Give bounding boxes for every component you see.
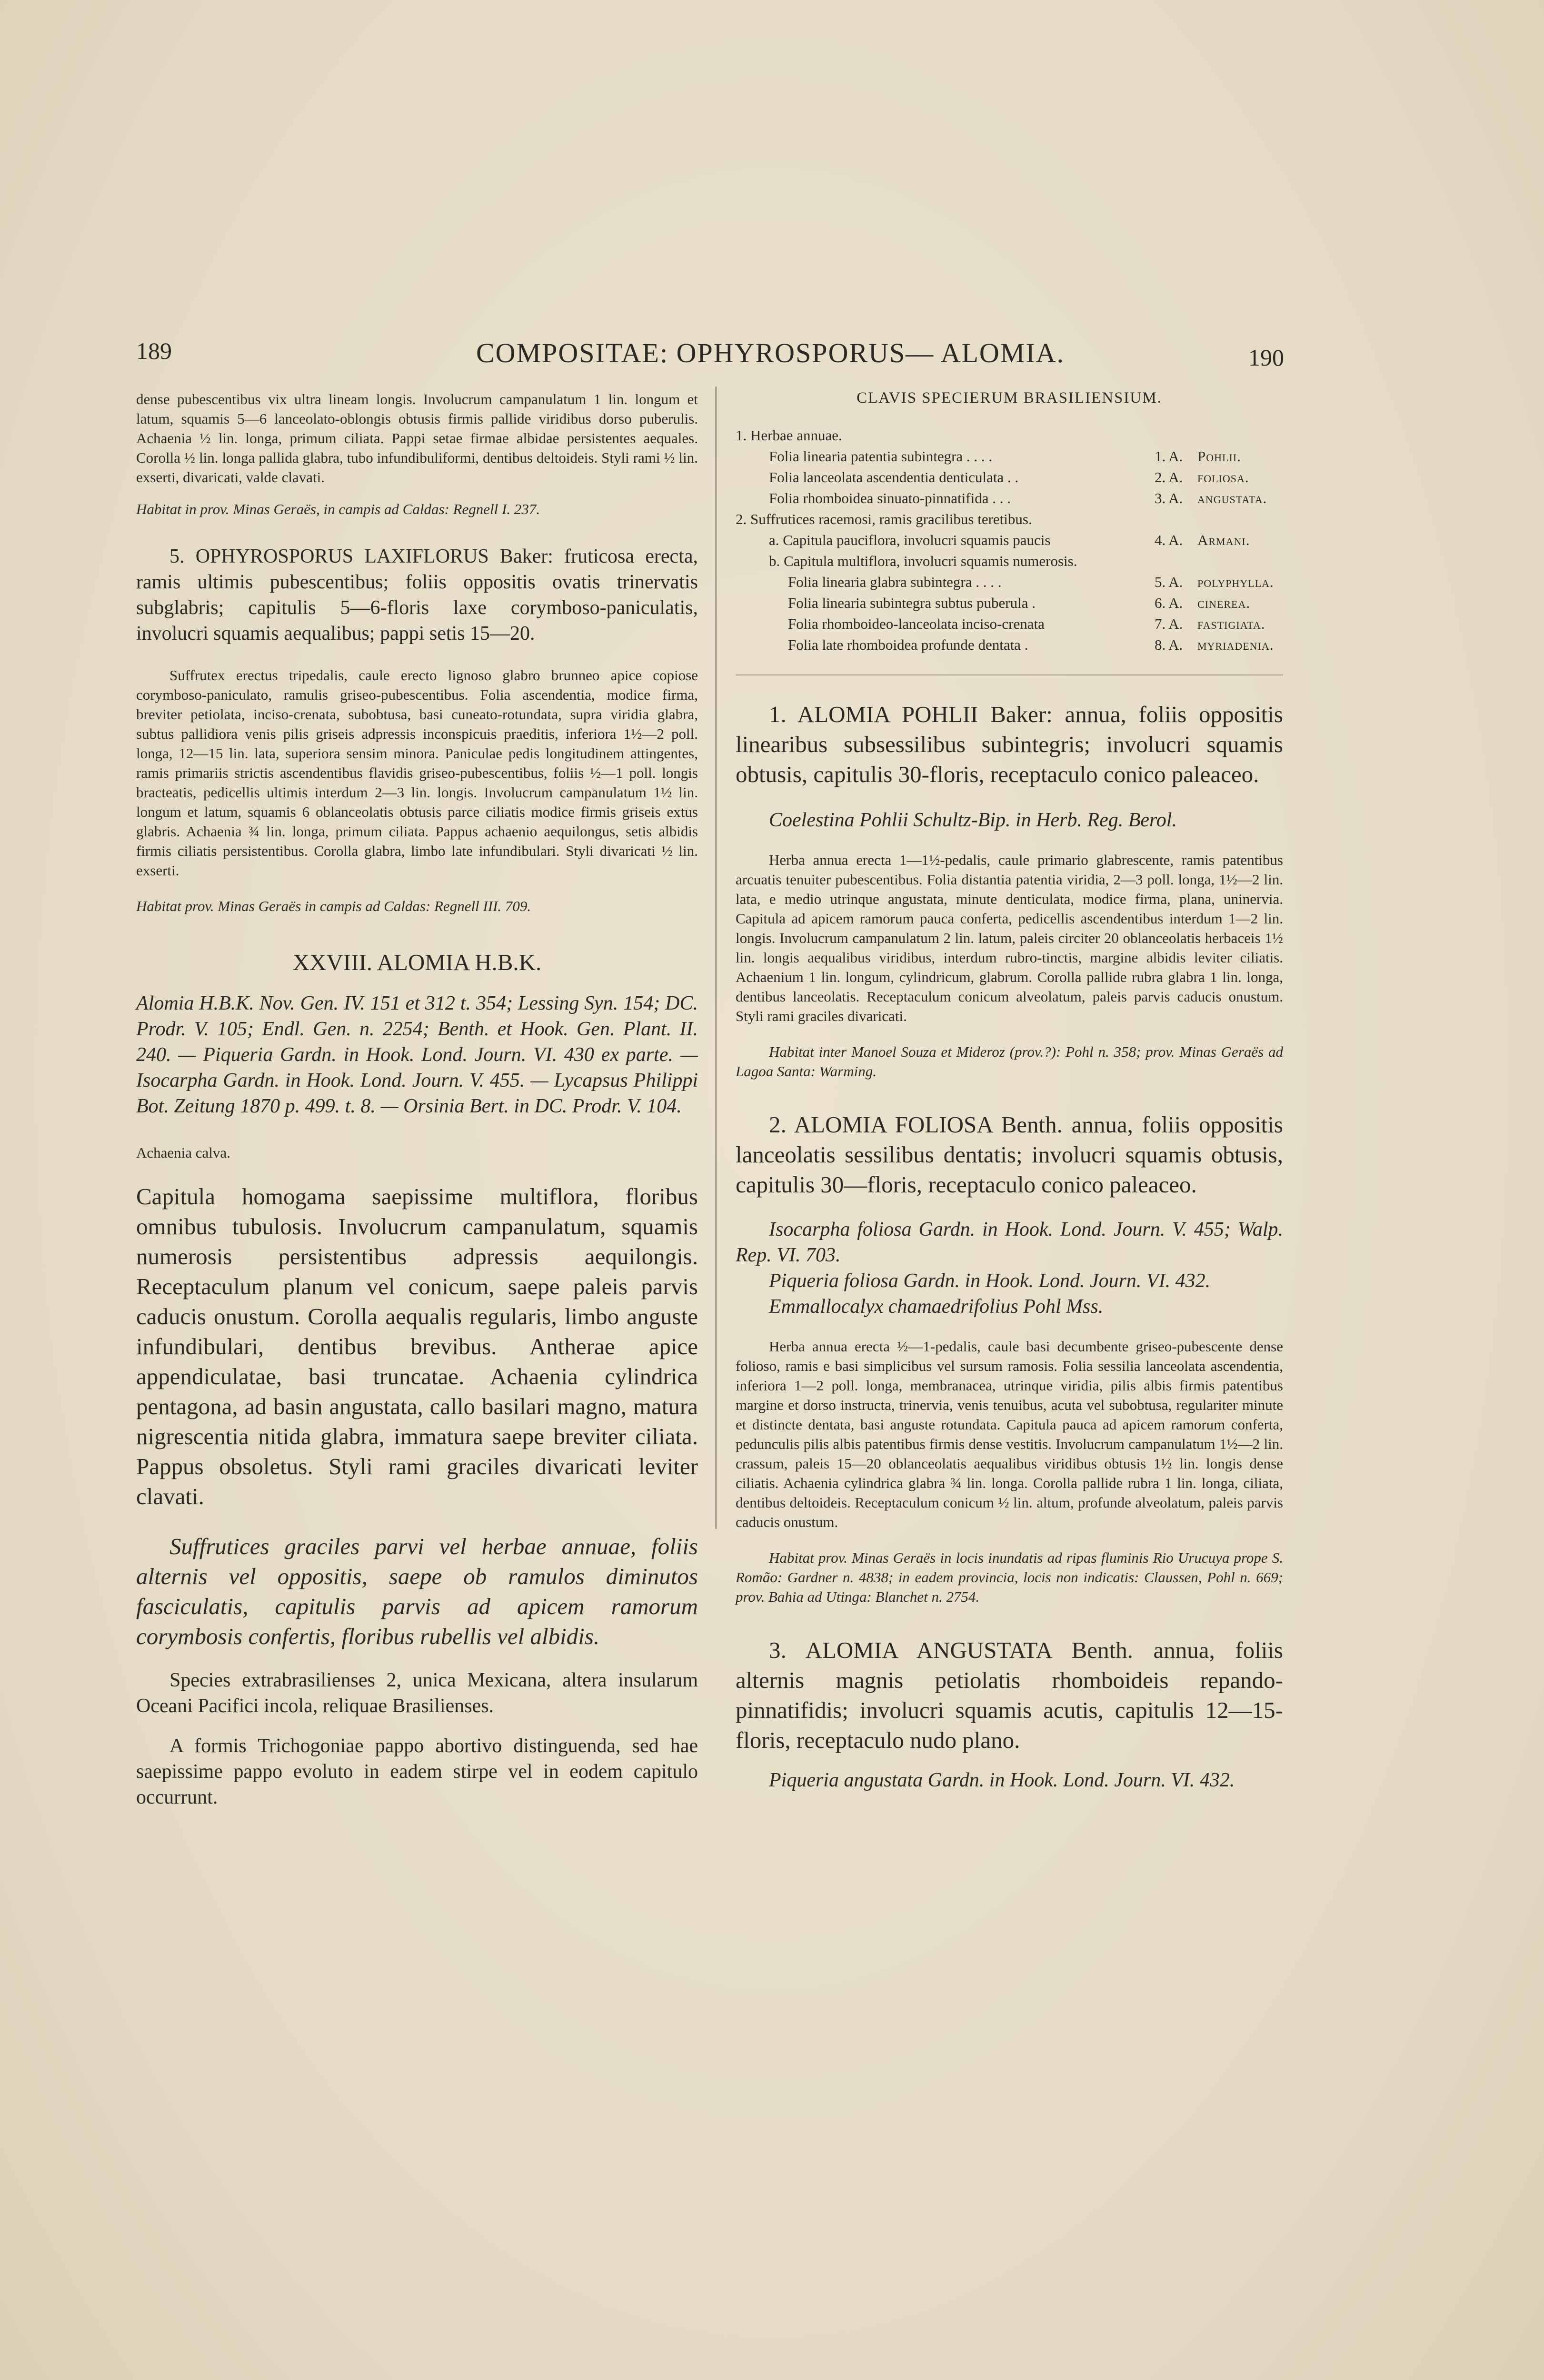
species-3-heading: 3. ALOMIA ANGUSTATA Benth.	[769, 1637, 1133, 1663]
species-1-description: Herba annua erecta 1—1½-pedalis, caule primario glabrescente, ramis patentibus arcuatis tenuiter pubescentibus. Folia distantia patentia viridia, 2—3 poll. longa, 1½—2 lin. lata, e medio utrinque angustata, minute denticulata, modice firma, plana, uninervia. Capitula ad apicem ramorum pauca conferta, pedicellis ascendentibus interdum 1—2 lin. longis. Involucrum campanulatum 2 lin. latum, paleis circiter 20 oblanceolatis herbaceis 1½ lin. longis aequalibus viridibus, interdum rubro-tinctis, margine albidis leviter ciliatis. Achaenium 1 lin. longum, cylindricum, glabrum. Corolla pallide rubra glabra 1 lin. longa, dentibus lanceolatis. Receptaculum conicum alveolatum, paleis parvis caducis onustum. Styli rami graciles divaricati.	[736, 852, 1283, 1024]
key-row-species: fastigiata.	[1197, 615, 1265, 632]
key-row-label: Folia rhomboidea sinuato-pinnatifida . . .	[769, 490, 1011, 506]
species-key	[736, 425, 1283, 655]
habitat-note: Habitat in prov. Minas Geraës, in campis ad Caldas: Regnell I. 237.	[136, 501, 540, 517]
key-row-number: 4. A.	[1155, 532, 1183, 548]
species-1-heading: 1. ALOMIA POHLII Baker:	[769, 701, 1053, 727]
key-row	[736, 446, 1283, 467]
key-row-label: 1. Herbae annuae.	[736, 427, 842, 444]
key-row-number: 2. A.	[1155, 469, 1183, 486]
key-row-label: Folia linearia subintegra subtus puberula .	[788, 595, 1036, 611]
key-row-species	[1197, 509, 1283, 530]
key-row	[736, 635, 1283, 655]
key-row	[736, 425, 1283, 446]
key-row-label: Folia linearia glabra subintegra . . . .	[788, 574, 1002, 590]
key-row	[736, 572, 1283, 593]
species-2-synonym-2: Piqueria foliosa Gardn. in Hook. Lond. Journ. VI. 432.	[769, 1270, 1211, 1292]
running-head	[0, 337, 1544, 375]
section-separator	[736, 674, 1283, 675]
key-title: CLAVIS SPECIERUM BRASILIENSIUM.	[857, 389, 1162, 407]
key-row-number	[1155, 551, 1197, 572]
key-row-number	[1155, 509, 1197, 530]
species-5-heading: 5. OPHYROSPORUS LAXIFLORUS Baker:	[169, 545, 553, 567]
key-row-number: 1. A.	[1155, 448, 1183, 465]
species-1-diagnosis	[736, 699, 1283, 789]
key-row-label: Folia linearia patentia subintegra . . . .	[769, 448, 993, 465]
species-3-synonym: Piqueria angustata Gardn. in Hook. Lond. Journ. VI. 432.	[769, 1769, 1235, 1791]
key-row-species: angustata.	[1197, 490, 1267, 506]
species-3-diagnosis	[736, 1635, 1283, 1755]
genus-habit: Suffrutices graciles parvi vel herbae annuae, foliis alternis vel oppositis, saepe ob ramulos diminutos fasciculatis, capitulis parvis ad apicem ramorum corymbosis confertis, floribus rubellis vel albidis.	[136, 1533, 698, 1649]
achaenia-calva: Achaenia calva.	[136, 1144, 230, 1161]
key-row	[736, 488, 1283, 509]
genus-synonymy: Alomia H.B.K. Nov. Gen. IV. 151 et 312 t. 354; Lessing Syn. 154; DC. Prodr. V. 105; Endl. Gen. n. 2254; Benth. et Hook. Gen. Plant. II. 240. — Piqueria Gardn. in Hook. Lond. Journ. VI. 430 ex parte. — Isocarpha Gardn. in Hook. Lond. Journ. V. 455. — Lycapsus Philippi Bot. Zeitung 1870 p. 499. t. 8. — Orsinia Bert. in DC. Prodr. V. 104.	[136, 992, 698, 1117]
species-5-diagnosis	[136, 544, 698, 646]
genus-title: XXVIII. ALOMIA H.B.K.	[292, 949, 542, 975]
key-row	[736, 509, 1283, 530]
page-number-left: 189	[136, 337, 172, 364]
species-2-description: Herba annua erecta ½—1-pedalis, caule basi decumbente griseo-pubescente dense folioso, ramis e basi simplicibus vel sursum ramosis. Folia sessilia lanceolata ascendentia, inferiora 1—2 poll. longa, membranacea, utrinque viridia, pilis albis firmis patentibus margine et dorso instructa, trinervia, venis tenuibus, acuta vel subobtusa, regulariter minute et distincte dentata, basi anguste rotundata. Capitula pauca ad apicem ramorum conferta, pedunculis pilis albis patentibus firmis dense vestitis. Involucrum campanulatum 1½—2 lin. crassum, paleis 15—20 oblanceolatis aequalibus viridibus obtusis 1½ lin. longis dense ciliatis. Achaenia cylindrica glabra ¾ lin. longa. Corolla pallide rubra 1 lin. longa, ciliata, dentibus deltoideis. Receptaculum conicum ½ lin. altum, profunde alveolatum, paleis parvis caducis onustum.	[736, 1338, 1283, 1530]
species-1-synonym: Coelestina Pohlii Schultz-Bip. in Herb. Reg. Berol.	[769, 809, 1177, 831]
key-row-number: 5. A.	[1155, 574, 1183, 590]
key-row-label: Folia lanceolata ascendentia denticulata . .	[769, 469, 1019, 486]
species-5-diagnosis-text: fruticosa erecta, ramis ultimis pubescentibus; foliis oppositis ovatis trinervatis subglabris; capitulis 5—6-floris laxe corymboso-paniculatis, involucri squamis aequalibus; pappi setis 15—20.	[136, 545, 698, 645]
running-title: COMPOSITAE: OPHYROSPORUS— ALOMIA.	[476, 337, 1065, 368]
key-row	[736, 551, 1283, 572]
key-row-number: 8. A.	[1155, 636, 1183, 653]
species-distribution-note: Species extrabrasilienses 2, unica Mexicana, altera insularum Oceani Pacifici incola, reliquae Brasilienses.	[136, 1669, 698, 1717]
key-row-number: 6. A.	[1155, 595, 1183, 611]
species-2-synonym-1: Isocarpha foliosa Gardn. in Hook. Lond. Journ. V. 455; Walp. Rep. VI. 703.	[736, 1219, 1283, 1266]
key-row-species: polyphylla.	[1197, 574, 1274, 590]
species-2-habitat: Habitat prov. Minas Geraës in locis inundatis ad ripas fluminis Rio Urucuya prope S. Romão: Gardner n. 4838; in eadem provincia, locis non indicatis: Claussen, Pohl n. 669; prov. Bahia ad Utinga: Blanchet n. 2754.	[736, 1549, 1283, 1605]
species-1-diagnosis-text: annua, foliis oppositis linearibus subsessilibus subintegris; involucri squamis obtusis, capitulis 30-floris, receptaculo conico paleaceo.	[736, 701, 1283, 787]
key-row-label: Folia rhomboideo-lanceolata inciso-crenata	[788, 615, 1045, 632]
genus-description: Capitula homogama saepissime multiflora, floribus omnibus tubulosis. Involucrum campanulatum, squamis numerosis persistentibus adpressis aequilongis. Receptaculum planum vel conicum, saepe paleis parvis caducis onustum. Corolla aequalis regularis, limbo anguste infundibulari, dentibus brevibus. Antherae apice appendiculatae, basi truncatae. Achaenia cylindrica pentagona, ad basin angustata, callo basilari magno, matura nigrescentia nitida glabra, immatura saepe breviter ciliata. Pappus obsoletus. Styli rami graciles divaricati leviter clavati.	[136, 1183, 698, 1509]
key-row-species	[1197, 551, 1283, 572]
key-row-label: b. Capitula multiflora, involucri squamis numerosis.	[769, 553, 1077, 569]
key-row	[736, 593, 1283, 614]
key-row-species: myriadenia.	[1197, 636, 1274, 653]
key-row-label: 2. Suffrutices racemosi, ramis gracilibus teretibus.	[736, 511, 1032, 527]
continued-description: dense pubescentibus vix ultra lineam longis. Involucrum campanulatum 1 lin. longum et latum, squamis 5—6 lanceolato-oblongis obtusis firmis pallide viridibus dorso puberulis. Achaenia ½ lin. longa, primum ciliata. Pappi setae firmae albidae persistentes aequales. Corolla ½ lin. longa pallida glabra, tubo infundibuliformi, dentibus deltoideis. Styli rami ½ lin. exserti, divaricati, valde clavati.	[136, 391, 698, 486]
column-divider	[715, 387, 718, 1529]
species-1-habitat: Habitat inter Manoel Souza et Mideroz (prov.?): Pohl n. 358; prov. Minas Geraës ad Lagoa Santa: Warming.	[736, 1043, 1283, 1080]
right-column	[736, 389, 1283, 1793]
key-row-species: cinerea.	[1197, 595, 1251, 611]
key-row-label: a. Capitula pauciflora, involucri squamis paucis	[769, 532, 1051, 548]
key-row	[736, 467, 1283, 488]
species-2-heading: 2. ALOMIA FOLIOSA Benth.	[769, 1111, 1063, 1138]
key-row-species	[1197, 425, 1283, 446]
key-row-label: Folia late rhomboidea profunde dentata .	[788, 636, 1028, 653]
page-number-right: 190	[1248, 344, 1284, 371]
key-row-number: 3. A.	[1155, 490, 1183, 506]
species-2-diagnosis-text: annua, foliis oppositis lanceolatis sessilibus dentatis; involucri squamis obtusis, capitulis 30—floris, receptaculo conico paleaceo.	[736, 1111, 1283, 1198]
species-5-habitat: Habitat prov. Minas Geraës in campis ad Caldas: Regnell III. 709.	[136, 898, 531, 914]
key-row-number	[1155, 425, 1197, 446]
key-row	[736, 614, 1283, 635]
pappus-note: A formis Trichogoniae pappo abortivo distinguenda, sed hae saepissime pappo evoluto in eadem stirpe vel in eodem capitulo occurrunt.	[136, 1735, 698, 1808]
key-row-number: 7. A.	[1155, 615, 1183, 632]
left-column	[136, 389, 698, 1810]
key-row-species: foliosa.	[1197, 469, 1249, 486]
species-3-diagnosis-text: annua, foliis alternis magnis petiolatis rhomboideis repando-pinnatifidis; involucri squamis acutis, capitulis 12—15-floris, receptaculo nudo plano.	[736, 1637, 1283, 1753]
key-row-species: Pohlii.	[1197, 448, 1241, 465]
species-2-diagnosis	[736, 1110, 1283, 1200]
species-5-description: Suffrutex erectus tripedalis, caule erecto lignoso glabro brunneo apice copiose corymboso-paniculato, ramulis griseo-pubescentibus. Folia ascendentia, modice firma, breviter petiolata, inciso-crenata, subobtusa, basi cuneato-rotundata, supra viridia glabra, subtus pallidiora venis pilis griseis adpressis inconspicuis praeditis, inferiora 1½—2 poll. longa, 12—15 lin. lata, superiora sensim minora. Paniculae pedis longitudinem attingentes, ramis primariis strictis ascendentibus flavidis griseo-pubescentibus, foliis ½—1 poll. longis bracteatis, pedicellis ultimis interdum 2—3 lin. longis. Involucrum campanulatum 1½ lin. longum et latum, squamis 6 oblanceolatis obtusis parce ciliatis modice firmis griseis extus glabris. Achaenia ¾ lin. longa, primum ciliata. Pappus achaenio aequilongus, setis albidis firmis ciliatis persistentibus. Corolla glabra, limbo late infundibulari. Styli divaricati ½ lin. exserti.	[136, 667, 698, 879]
species-2-synonym-3: Emmallocalyx chamaedrifolius Pohl Mss.	[769, 1296, 1104, 1318]
key-row-species: Armani.	[1197, 532, 1250, 548]
key-row	[736, 530, 1283, 551]
